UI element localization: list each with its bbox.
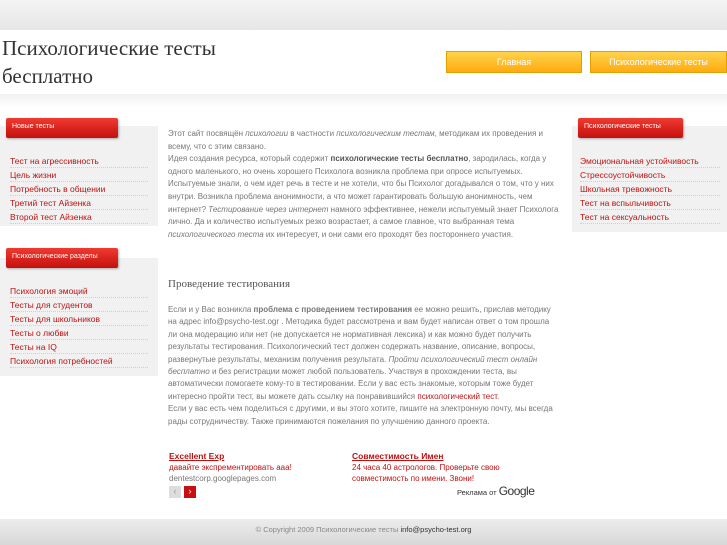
google-logo: Google [498,484,535,498]
list-item[interactable]: Тест на агрессивность [10,154,148,168]
sections-header: Психологические разделы [6,248,118,268]
list-item[interactable]: Эмоциональная устойчивость [580,154,720,168]
list-item[interactable]: Тест на сексуальность [580,210,720,224]
list-item[interactable]: Третий тест Айзенка [10,196,148,210]
intro-paragraph: Этот сайт посвящён психологии в частности психологическим тестам, методикам их проведения и всему, что с этим связано. [168,129,543,151]
ad-title[interactable]: Excellent Exp [169,451,225,461]
list-item[interactable]: Второй тест Айзенка [10,210,148,224]
ad-block-1 [169,451,344,484]
list-item[interactable]: Тесты для студентов [10,298,148,312]
ad-text: 24 часа 40 астрологов. Проверьте свою совместимость по имени. Звони! [352,463,500,483]
psych-tests-list [580,154,720,224]
list-item[interactable]: Потребность в общении [10,182,148,196]
ad-block-2 [352,451,532,484]
new-tests-list [10,154,148,224]
footer [0,519,727,545]
psych-test-link[interactable]: психологический тест [417,391,498,401]
testing-paragraph: Если и у Вас возникла проблема с проведением тестирования ее можно решить, прислав методику на адрес info@psycho-test.ogr . Методика будет рассмотрена и вам будет написан ответ о том прошла ли она модерацию или нет (не допускается не нормативная лексика) и как можно будет получить результаты тестирования. Психологический тест должен содержать название, описание, вопросы, развернутые результаты, механизм получения результата. Пройти психологический тест онлайн бесплатно и без регистрации может любой пользователь. Участвуя в прохождении теста, вы автоматически помогаете кому-то в тестировании. Если у вас есть знакомые, которым тоже будет интересно пройти тест, вы можете дать ссылку на понравившийся психологический тест. [168,305,551,401]
ad-text: давайте экспрементировать aaa! [169,463,292,472]
ad-title[interactable]: Совместимость Имен [352,451,444,461]
ad-next-button[interactable]: › [184,486,196,498]
list-item[interactable]: Тест на вспыльчивость [580,196,720,210]
list-item[interactable]: Стрессоустойчивость [580,168,720,182]
intro-paragraph: Идея создания ресурса, который содержит психологические тесты бесплатно, зародилась, когда у одного маленького, но очень хорошего Психолога возникла проблема при опросе испытуемых. Испытуемые знали, о чем идет речь в тесте и не хотели, что бы Психолог догадывался о том, что у них внутри. Возникла проблема анонимности, а что может гарантировать большую анонимность, чем интернет? Тестирование через интернет намного эффективнее, нежели испытуемый знает Психолога лично. Да и количество испытуемых резко возрастает, а самое главное, что выбранная тема психологического теста их интересует, и они сами его проходят без постороннего участия. [168,154,559,239]
ad-url[interactable]: dentestcorp.googlepages.com [169,474,277,483]
header-divider [0,94,727,108]
ad-prev-button[interactable]: ‹ [169,486,181,498]
top-bar [0,0,727,30]
ads-by-google[interactable]: Реклама от Google [457,484,535,498]
sections-list [10,284,148,368]
list-item[interactable]: Тесты для школьников [10,312,148,326]
new-tests-header: Новые тесты [6,118,118,138]
list-item[interactable]: Школьная тревожность [580,182,720,196]
nav-home-button[interactable]: Главная [446,51,582,73]
footer-email[interactable]: info@psycho-test.org [400,525,472,534]
nav-tests-button[interactable]: Психологические тесты [590,51,727,73]
copyright: © Copyright 2009 Психологические тесты [255,525,401,534]
intro-text [168,128,560,241]
section-title: Проведение тестирования [168,278,290,290]
list-item[interactable]: Психология потребностей [10,354,148,368]
testing-text [168,304,560,428]
psych-tests-header: Психологические тесты [578,118,683,138]
list-item[interactable]: Тесты на IQ [10,340,148,354]
site-title: Психологические тесты бесплатно [2,36,216,88]
list-item[interactable]: Тесты о любви [10,326,148,340]
list-item[interactable]: Психология эмоций [10,284,148,298]
testing-paragraph: Если у вас есть чем поделиться с другими, и вы этого хотите, пишите на электронную почту, мы всегда рады сотрудничеству. Также принимаются пожелания по улучшению данного проекта. [168,404,553,426]
list-item[interactable]: Цель жизни [10,168,148,182]
